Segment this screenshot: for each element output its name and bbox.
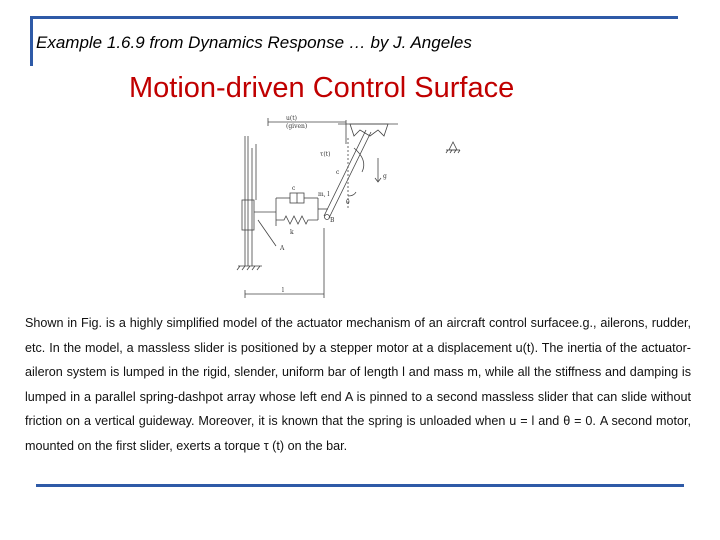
figure-label-c: c [336,169,340,176]
figure-label-length: l [282,287,284,294]
body-paragraph: Shown in Fig. is a highly simplified model of the actuator mechanism of an aircraft control surfacee.g., ailerons, rudder, etc. In the model, a massless slider is positioned by a stepper motor at a displacement u(t). The inertia of the actuator-aileron system is lumped in the rigid, slender, uniform bar of length l and mass m, while all the stiffness and damping is lumped in a parallel spring-dashpot array whose left end A is pinned to a second massless slider that can slide without friction on a vertical guideway. Moreover, it is known that the spring is unloaded when u = l and θ = 0. A second motor, mounted on the first slider, exerts a torque τ (t) on the bar. [25,316,691,453]
top-rule [30,16,678,19]
bottom-rule [36,484,684,487]
left-rule [30,16,33,66]
slide-title: Motion-driven Control Surface [129,72,515,104]
figure-label-theta: θ [346,199,350,206]
figure-label-a: A [280,245,285,252]
figure-label-u: u(t) [286,115,297,122]
actuator-mechanism-figure [228,108,486,304]
figure-label-b: B [330,217,335,224]
figure-label-given: (given) [286,123,308,130]
figure-label-damper: c [292,185,296,192]
figure-label-k: k [290,229,294,236]
slide-header: Example 1.6.9 from Dynamics Response … by J. Angeles [36,33,472,52]
figure-label-tau: τ(t) [320,151,331,158]
figure-label-mass: m, l [318,191,330,198]
figure-label-g: g [383,173,387,180]
